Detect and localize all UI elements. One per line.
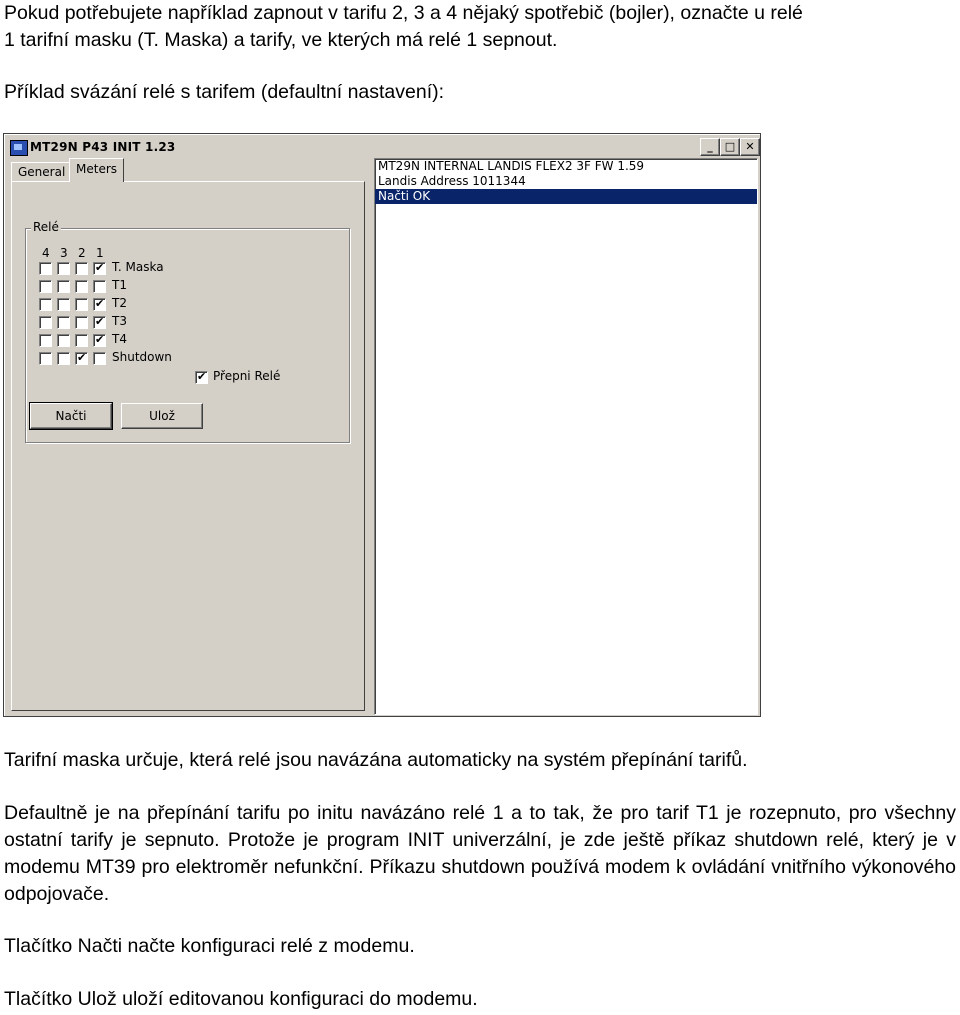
relay-row-label: T4	[112, 332, 127, 346]
relay-checkbox[interactable]	[75, 334, 88, 347]
example-caption: Příklad svázání relé s tarifem (defaultní nastavení):	[4, 81, 445, 103]
relay-checkbox[interactable]	[57, 262, 70, 275]
app-icon	[10, 140, 28, 156]
relay-checkbox[interactable]	[39, 352, 52, 365]
relay-checkbox[interactable]	[75, 352, 88, 365]
column-header-2: 2	[78, 246, 86, 260]
relay-checkbox[interactable]	[93, 316, 106, 329]
intro-line-1: Pokud potřebujete například zapnout v tarifu 2, 3 a 4 nějaký spotřebič (bojler), označte u relé	[4, 2, 803, 24]
relay-row-label: T2	[112, 296, 127, 310]
relay-checkbox[interactable]	[93, 334, 106, 347]
relay-checkbox[interactable]	[93, 352, 106, 365]
relay-checkbox[interactable]	[93, 298, 106, 311]
rele-group-label: Relé	[33, 220, 59, 234]
list-item[interactable]: MT29N INTERNAL LANDIS FLEX2 3F FW 1.59	[378, 159, 645, 173]
relay-checkbox[interactable]	[57, 280, 70, 293]
relay-checkbox[interactable]	[93, 280, 106, 293]
relay-checkbox[interactable]	[57, 334, 70, 347]
uloz-button[interactable]: Ulož	[121, 403, 203, 429]
tab-meters[interactable]: Meters	[69, 158, 124, 182]
relay-checkbox[interactable]	[75, 280, 88, 293]
relay-checkbox[interactable]	[39, 262, 52, 275]
list-item[interactable]: Landis Address 1011344	[378, 174, 526, 188]
relay-checkbox[interactable]	[39, 280, 52, 293]
paragraph-tarifni-maska: Tarifní maska určuje, která relé jsou navázána automaticky na systém přepínání tarifů.	[4, 749, 748, 771]
minimize-button[interactable]: _	[700, 138, 720, 156]
paragraph-default: Defaultně je na přepínání tarifu po initu navázáno relé 1 a to tak, že pro tarif T1 je rozepnuto, pro všechny ostatní tarify je sepnuto. Protože je program INIT univerzální, je zde ještě příkaz shutdown relé, který je v modemu MT39 pro elektroměr nefunkční. Příkazu shutdown používá modem k ovládání vnitřního výkonového odpojovače.	[4, 802, 956, 905]
relay-checkbox[interactable]	[75, 316, 88, 329]
column-header-4: 4	[42, 246, 50, 260]
paragraph-nacti: Tlačítko Načti načte konfiguraci relé z modemu.	[4, 935, 415, 957]
relay-checkbox[interactable]	[75, 262, 88, 275]
relay-row-label: T3	[112, 314, 127, 328]
relay-checkbox[interactable]	[57, 298, 70, 311]
title-bar[interactable]	[6, 136, 756, 158]
column-header-3: 3	[60, 246, 68, 260]
close-button[interactable]: ✕	[740, 138, 760, 156]
relay-checkbox[interactable]	[75, 298, 88, 311]
status-listbox[interactable]	[374, 158, 758, 715]
relay-checkbox[interactable]	[93, 262, 106, 275]
init-dialog	[3, 133, 761, 717]
relay-row-label: T. Maska	[112, 260, 164, 274]
paragraph-uloz: Tlačítko Ulož uloží editovanou konfiguraci do modemu.	[4, 988, 478, 1010]
maximize-button[interactable]: □	[720, 138, 740, 156]
list-item[interactable]: Načti OK	[375, 189, 757, 204]
relay-checkbox[interactable]	[39, 298, 52, 311]
nacti-button[interactable]: Načti	[30, 403, 112, 429]
prepni-rele-label: Přepni Relé	[213, 369, 281, 383]
relay-checkbox[interactable]	[57, 352, 70, 365]
intro-line-2: 1 tarifní masku (T. Maska) a tarify, ve kterých má relé 1 sepnout.	[4, 29, 558, 51]
relay-row-label: Shutdown	[112, 350, 172, 364]
relay-checkbox[interactable]	[57, 316, 70, 329]
relay-row-label: T1	[112, 278, 127, 292]
relay-checkbox[interactable]	[39, 316, 52, 329]
window-title: MT29N P43 INIT 1.23	[30, 140, 176, 154]
prepni-rele-checkbox[interactable]	[195, 371, 208, 384]
relay-checkbox[interactable]	[39, 334, 52, 347]
column-header-1: 1	[96, 246, 104, 260]
tab-general[interactable]: General	[11, 162, 72, 182]
